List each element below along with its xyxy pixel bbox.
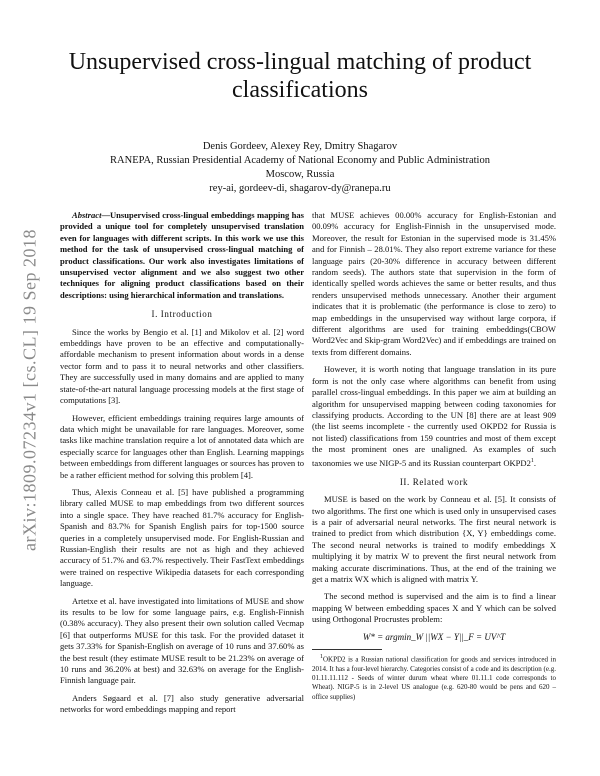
paragraph: Since the works by Bengio et al. [1] and Mikolov et al. [2] word embeddings have proven to be an effective and computationally-affordable mechanism to present information about words in a dense vector form and to pass it to neural networks and other classifiers. They are successfully used in many domains and are applied to many state-of-the-art natural language processing models at the first stage of computations [3]. bbox=[60, 326, 304, 406]
paper-title: Unsupervised cross-lingual matching of product classifications bbox=[68, 49, 532, 103]
footnote bbox=[312, 653, 556, 702]
footnote-text: OKPD2 is a Russian national classification for goods and services introduced in 2014. It has a four-level hierarchy. Categories consist of a code and its description (e.g. 01.11.11.112 - Seeds of winter durum wheat where 01.11.1 code corresponds to Wheat). NIGP-5 is in 2-level US analogue (e.g. 620-80 would be pens and 620 – office supplies) bbox=[312, 655, 556, 701]
location: Moscow, Russia bbox=[265, 169, 335, 180]
affiliation: RANEPA, Russian Presidential Academy of National Economy and Public Administration bbox=[110, 155, 490, 166]
paragraph: However, it is worth noting that language translation in its pure form is not the only case where algorithms can benefit from using parallel cross-lingual embeddings. In this paper we aim at building an algorithm for unsupervised mapping between coding taxonomies for classifying products. According to the UN [8] there are at least 909 (the list seems incomplete - the currently used OKPD2 for Russia is not listed) classifications from 159 countries and most of them except the most prominent ones are unaligned. As examples of such taxonomies we use NIGP-5 and its Russian counterpart $OKPD2^1$. bbox=[312, 364, 556, 468]
abstract bbox=[60, 210, 304, 301]
footnote-rule bbox=[312, 649, 382, 650]
section-heading-intro: I. Introduction bbox=[151, 309, 213, 320]
author-block bbox=[60, 140, 540, 196]
paragraph: Thus, Alexis Conneau et al. [5] have published a programming library called MUSE to map embeddings from two different sources into a single space. They have reached 81.7% accuracy for English-Spanish and 83.7% for Spanish English pairs for top-1500 source queries in a completely unsupervised mode. For English-Russian and Russian-English their results are not as high and they achieved accuracy of 51.7% and 63.7% respectively. Their FastText embeddings were trained on respective Wikipedia datasets for each corresponding language. bbox=[60, 486, 304, 589]
arxiv-id: arXiv:1809.07234v1 [cs.CL] 19 Sep 2018 bbox=[19, 229, 40, 551]
abstract-text: —Unsupervised cross-lingual embeddings mapping has provided a unique tool for completely unsupervised translation even for languages with different scripts. In this work we use this method for the task of unsupervised cross-lingual matching of product classifications. Our work also investigates limitations of unsupervised vector alignment and we also suggest two other techniques for aligning product classifications based on their descriptions: using hierarchical information and translations. bbox=[60, 210, 304, 300]
paragraph-text: However, it is worth noting that language translation in its pure form is not the only case where algorithms can benefit from using parallel cross-lingual embeddings. In this paper we aim at building an algorithm for unsupervised mapping between coding taxonomies for classifying products. According to the UN [8] there are at least 909 (the list seems incomplete - the currently used OKPD2 for Russia is not listed) classifications from 159 countries and most of them except the most prominent ones are unaligned. As examples of such taxonomies we use NIGP-5 and its Russian counterpart OKPD2 bbox=[312, 364, 556, 468]
left-column bbox=[60, 210, 304, 722]
paragraph: Artetxe et al. have investigated into limitations of MUSE and show its results to be low for some language pairs, e.g. English-Finnish (0.38% accuracy). They also present their own solution called Vecmap [6] that outperforms MUSE for this task. For the provided dataset it gets 37.33% for Spanish-English on average of 10 runs and 37.60% as the best result (they estimate MUSE result to be 21.23% on average of 10 runs and 36.20% at best) and 32.63% on average for the English-Finnish language pair. bbox=[60, 595, 304, 686]
authors: Denis Gordeev, Alexey Rey, Dmitry Shagarov bbox=[202, 141, 398, 152]
right-column bbox=[312, 210, 556, 702]
emails: rey-ai, gordeev-di, shagarov-dy@ranepa.ru bbox=[209, 183, 391, 194]
paragraph: MUSE is based on the work by Conneau et al. [5]. It consists of two algorithms. The first one which is used only in unsupervised cases is a pair of adversarial neural networks. The first neural network is trained to predict from which distribution {X, Y} embeddings come. The second neural networks is trained to modify embeddings X multiplying it by matrix W to prevent the first neural network from making accurate discriminations. Thus, at the end of the training we get a matrix WX which is aligned with matrix Y. bbox=[312, 494, 556, 585]
abstract-label: Abstract bbox=[72, 210, 102, 220]
footnote-mark: 1 bbox=[320, 654, 323, 661]
paragraph: The second method is supervised and the aim is to find a linear mapping W between embedding spaces X and Y which can be solved using Orthogonal Procrustes problem: bbox=[312, 591, 556, 625]
section-heading-related: II. Related work bbox=[399, 476, 469, 487]
arxiv-stamp bbox=[18, 205, 42, 575]
paragraph: Anders Søgaard et al. [7] also study generative adversarial networks for word embeddings mapping and report bbox=[60, 692, 304, 715]
paragraph: that MUSE achieves 00.00% accuracy for English-Estonian and 00.09% accuracy for English-Finnish in the unsupervised mode. Moreover, the result for Estonian in the supervised mode is 31.45% and for Finnish – 28.01%. They also report extreme variance for these language pairs (20-30% difference in accuracy between different random seeds). The authors state that supervision in the form of identically spelled words achieves the same or better results, and thus renders unsupervised methods unnecessary. Another their argument indicates that it is problematic (the performance is close to zero) to map embeddings in the unsupervised way without large corpora, if different algorithms are used for training embeddings(CBOW Word2Vec and Skip-gram Word2Vec) and if embeddings are trained on texts from different domains. bbox=[312, 210, 556, 357]
paragraph: However, efficient embeddings training requires large amounts of data which might be unavailable for rare languages. Moreover, some tasks like machine translation require a lot of annotated data which are especially scarce for languages other than English. Learning mappings between embeddings from different languages or sources has proven to be a rather efficient method for solving this problem [4]. bbox=[60, 412, 304, 480]
equation: W* = argmin_W ||WX − Y||_F = UV^T bbox=[362, 631, 506, 642]
footnote-ref: 1 bbox=[530, 457, 534, 464]
